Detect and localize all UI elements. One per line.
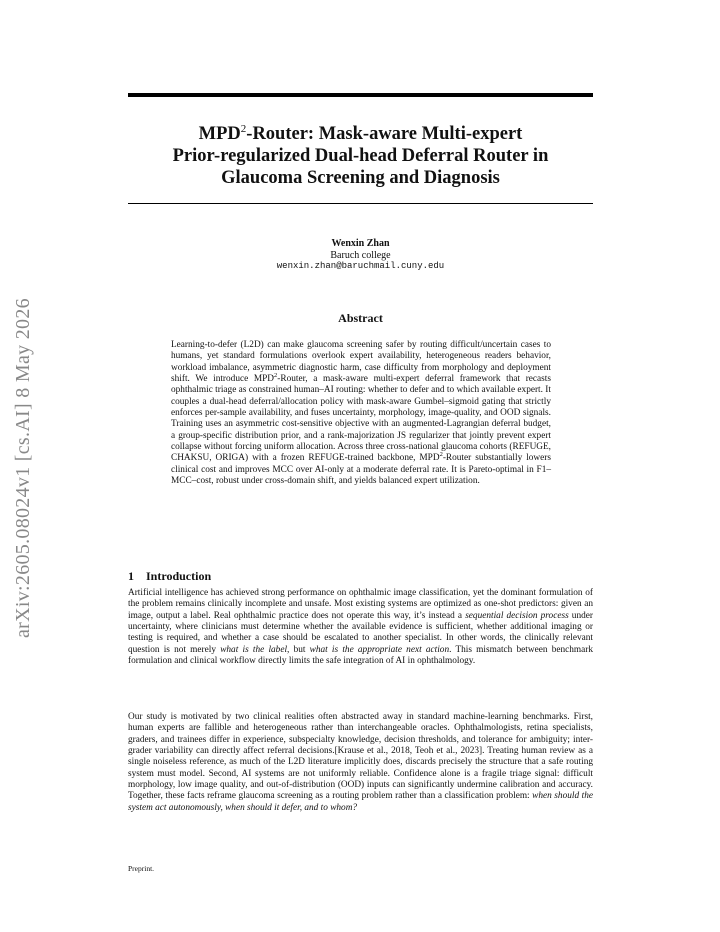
- author-block: [128, 238, 593, 273]
- intro-paragraph-2: [128, 712, 593, 814]
- footer-note: Preprint.: [128, 864, 155, 873]
- p1-italic-1: sequential decision process: [465, 610, 569, 621]
- p1-text-b: under uncertainty, where clinicians must determine whether the available evidence is sufficient, whether additional imaging or testing is required, and whether a case should be escalated to another specialist. In other words, the clinically relevant question is not merely: [128, 610, 593, 655]
- intro-paragraph-1: [128, 588, 593, 667]
- abstract-text: [171, 340, 551, 487]
- title-top-rule: [128, 93, 593, 97]
- arxiv-stamp: arXiv:2605.08024v1 [cs.AI] 8 May 2026: [12, 298, 34, 638]
- title-line3: Glaucoma Screening and Diagnosis: [221, 168, 500, 189]
- author-affiliation: Baruch college: [330, 249, 391, 261]
- p1-italic-3: what is the appropriate next action: [309, 644, 450, 655]
- p1-italic-2: what is the label: [220, 644, 288, 655]
- p2-italic: when should the system act autonomously, when should it defer, and to whom?: [128, 791, 593, 813]
- p2-text-a: Our study is motivated by two clinical realities often abstracted away in standard machine-learning benchmarks. First, human experts are fallible and heterogeneous rather than interchangeable oracles. Ophthalmologists, retina specialists, graders, and trainees differ in experience, subspecialty knowledge, decision thresholds, and tolerance for ambiguity; inter-grader variability can directly affect referral decisions.[Krause et al., 2018, Teoh et al., 2023]. Treating human review as a single noiseless reference, as much of the L2D literature implicitly does, discards precisely the structure that a safe routing system must model. Second, AI systems are not uniformly reliable. Confidence alone is a fragile triage signal: difficult morphology, low image quality, and out-of-distribution (OOD) inputs can significantly undermine calibration and accuracy. Together, these facts reframe glaucoma screening as a routing problem rather than a classification problem:: [128, 712, 593, 802]
- section-title: Introduction: [146, 569, 212, 583]
- author-name: Wenxin Zhan: [331, 238, 390, 249]
- title-sup: 2: [240, 123, 247, 135]
- paper-title: [128, 118, 593, 189]
- abstract-text-c: -Router substantially lowers clinical cost and improves MCC over AI-only at a moderate deferral rate. It is Pareto-optimal in F1–MCC–cost, robust under cross-domain shift, and yields balanced expert utilization.: [171, 453, 551, 487]
- title-part2: -Router: Mask-aware Multi-expert: [246, 124, 523, 145]
- abstract-sup-2: 2: [439, 451, 443, 459]
- p1-text-a: Artificial intelligence has achieved strong performance on ophthalmic image classification, yet the dominant formulation of the problem remains clinically incomplete and unsafe. Most existing systems are optimized as one-shot predictors: given an image, output a label. Real ophthalmic practice does not operate this way, it’s instead a: [128, 588, 593, 621]
- section-heading-introduction: [128, 569, 211, 584]
- abstract-text-a: Learning-to-defer (L2D) can make glaucoma screening safer by routing difficult/uncertain cases to humans, yet standard formulations overlook expert availability, heterogeneous readers behavior, workload imbalance, asymmetric diagnostic harm, case difficulty from morphology and deployment shift. We introduce MPD: [171, 340, 551, 385]
- abstract-sup-1: 2: [274, 371, 278, 379]
- p1-text-c: , but: [287, 644, 310, 655]
- title-line2: Prior-regularized Dual-head Deferral Router in: [172, 146, 549, 167]
- abstract-text-b: -Router, a mask-aware multi-expert deferral framework that recasts ophthalmic triage as constrained human–AI routing: whether to defer and to which available expert. It couples a dual-head deferral/allocation policy with mask-aware Gumbel–sigmoid gating that strictly enforces per-sample availability, and fuses uncertainty, morphology, image-quality, and OOD signals. Training uses an asymmetric cost-sensitive objective with an augmented-Lagrangian deferral budget, a group-specific distribution prior, and a rank-majorization JS regularizer that jointly prevent expert collapse without forcing uniform allocation. Across three cross-national glaucoma cohorts (REFUGE, CHAKSU, ORIGA) with a frozen REFUGE-trained backbone, MPD: [171, 374, 551, 464]
- p1-text-d: . This mismatch between benchmark formulation and clinical workflow directly limits the safe integration of AI in ophthalmology.: [128, 644, 594, 667]
- title-part1: MPD: [198, 124, 241, 145]
- abstract-heading: Abstract: [338, 311, 383, 325]
- title-bottom-rule: [128, 203, 593, 204]
- section-number: 1: [128, 569, 134, 583]
- author-email[interactable]: wenxin.zhan@baruchmail.cuny.edu: [276, 261, 445, 271]
